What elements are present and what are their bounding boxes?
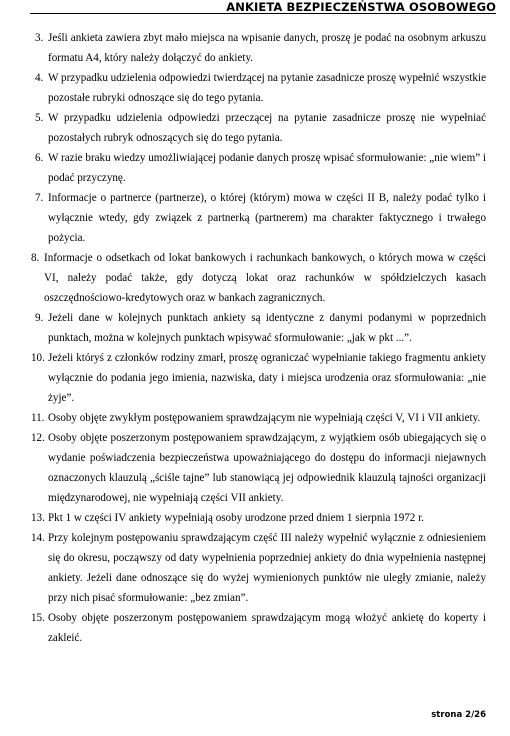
- instruction-item-10: [31, 348, 486, 408]
- document-header-title: ANKIETA BEZPIECZEŃSTWA OSOBOWEGO: [226, 0, 496, 14]
- instruction-text: Osoby objęte poszerzonym postępowaniem sprawdzającym, z wyjątkiem osób ubiegających się o wydanie poświadczenia bezpieczeństwa upoważniającego do dostępu do informacji niejawnych oznaczonych klauzulą „ściśle tajne” lub stanowiącą jej odpowiednik klauzulą tajności organizacji międzynarodowej, nie wypełniają części VII ankiety.: [48, 432, 486, 504]
- instruction-number: 6.: [35, 152, 44, 164]
- instruction-text: Informacje o partnerce (partnerze), o której (którym) mowa w części II B, należy podać tylko i wyłącznie wtedy, gdy związek z partnerką (partnerem) ma charakter faktycznego i trwałego pożycia.: [48, 192, 486, 244]
- header-divider: [30, 13, 496, 14]
- instruction-item-12: [31, 428, 486, 508]
- instruction-number: 10.: [31, 352, 45, 364]
- instruction-item-15: [31, 608, 486, 648]
- instruction-text: W razie braku wiedzy umożliwiającej podanie danych proszę wpisać sformułowanie: „nie wiem” i podać przyczynę.: [48, 152, 486, 184]
- instruction-text: Jeżeli któryś z członków rodziny zmarł, proszę ograniczać wypełnianie takiego fragmentu ankiety wyłącznie do podania jego imienia, nazwiska, daty i miejsca urodzenia oraz sformułowania: „nie żyje”.: [48, 352, 486, 404]
- instruction-number: 15.: [31, 612, 45, 624]
- instruction-item-7: [35, 188, 486, 248]
- instruction-item-13: [31, 508, 486, 528]
- instruction-number: 12.: [31, 432, 45, 444]
- instructions-list: [0, 28, 510, 648]
- instruction-text: Osoby objęte zwykłym postępowaniem sprawdzającym nie wypełniają części V, VI i VII ankiety.: [48, 412, 481, 424]
- instruction-item-8: [31, 248, 486, 308]
- instruction-number: 9.: [35, 312, 44, 324]
- instruction-item-11: [31, 408, 486, 428]
- instruction-number: 3.: [35, 32, 44, 44]
- instruction-text: Pkt 1 w części IV ankiety wypełniają osoby urodzone przed dniem 1 sierpnia 1972 r.: [48, 512, 424, 524]
- instruction-number: 4.: [35, 72, 44, 84]
- instruction-number: 7.: [35, 192, 44, 204]
- instruction-item-9: [35, 308, 486, 348]
- instruction-item-4: [35, 68, 486, 108]
- instruction-number: 8.: [31, 252, 40, 264]
- instruction-item-6: [35, 148, 486, 188]
- page-number: strona 2/26: [431, 710, 486, 720]
- instruction-number: 11.: [31, 412, 45, 424]
- instruction-text: Jeżeli dane w kolejnych punktach ankiety są identyczne z danymi podanymi w poprzednich punktach, można w kolejnych punktach wpisywać sformułowanie: „jak w pkt ...”.: [48, 312, 486, 344]
- instruction-item-5: [35, 108, 486, 148]
- instruction-text: Informacje o odsetkach od lokat bankowych i rachunkach bankowych, o których mowa w części VI, należy podać także, gdy dotyczą lokat oraz rachunków w spółdzielczych kasach oszczędnościowo-kredytowych oraz w bankach zagranicznych.: [44, 252, 486, 304]
- instruction-text: Przy kolejnym postępowaniu sprawdzającym część III należy wypełnić wyłącznie z odniesieniem się do okresu, począwszy od daty wypełnienia poprzedniej ankiety do dnia wypełnienia następnej ankiety. Jeżeli dane odnoszące się do wyżej wymienionych punktów nie uległy zmianie, należy przy nich pisać sformułowanie: „bez zmian”.: [48, 532, 486, 604]
- instruction-text: Jeśli ankieta zawiera zbyt mało miejsca na wpisanie danych, proszę je podać na osobnym arkuszu formatu A4, który należy dołączyć do ankiety.: [48, 32, 486, 64]
- instruction-number: 13.: [31, 512, 45, 524]
- instruction-item-14: [31, 528, 486, 608]
- instruction-text: Osoby objęte poszerzonym postępowaniem sprawdzającym mogą włożyć ankietę do koperty i zakleić.: [48, 612, 486, 644]
- instruction-text: W przypadku udzielenia odpowiedzi przeczącej na pytanie zasadnicze proszę nie wypełniać pozostałych rubryk odnoszących się do tego pytania.: [48, 112, 486, 144]
- instruction-item-3: [35, 28, 486, 68]
- instruction-number: 14.: [31, 532, 45, 544]
- instruction-number: 5.: [35, 112, 44, 124]
- instruction-text: W przypadku udzielenia odpowiedzi twierdzącej na pytanie zasadnicze proszę wypełnić wszystkie pozostałe rubryki odnoszące się do tego pytania.: [48, 72, 486, 104]
